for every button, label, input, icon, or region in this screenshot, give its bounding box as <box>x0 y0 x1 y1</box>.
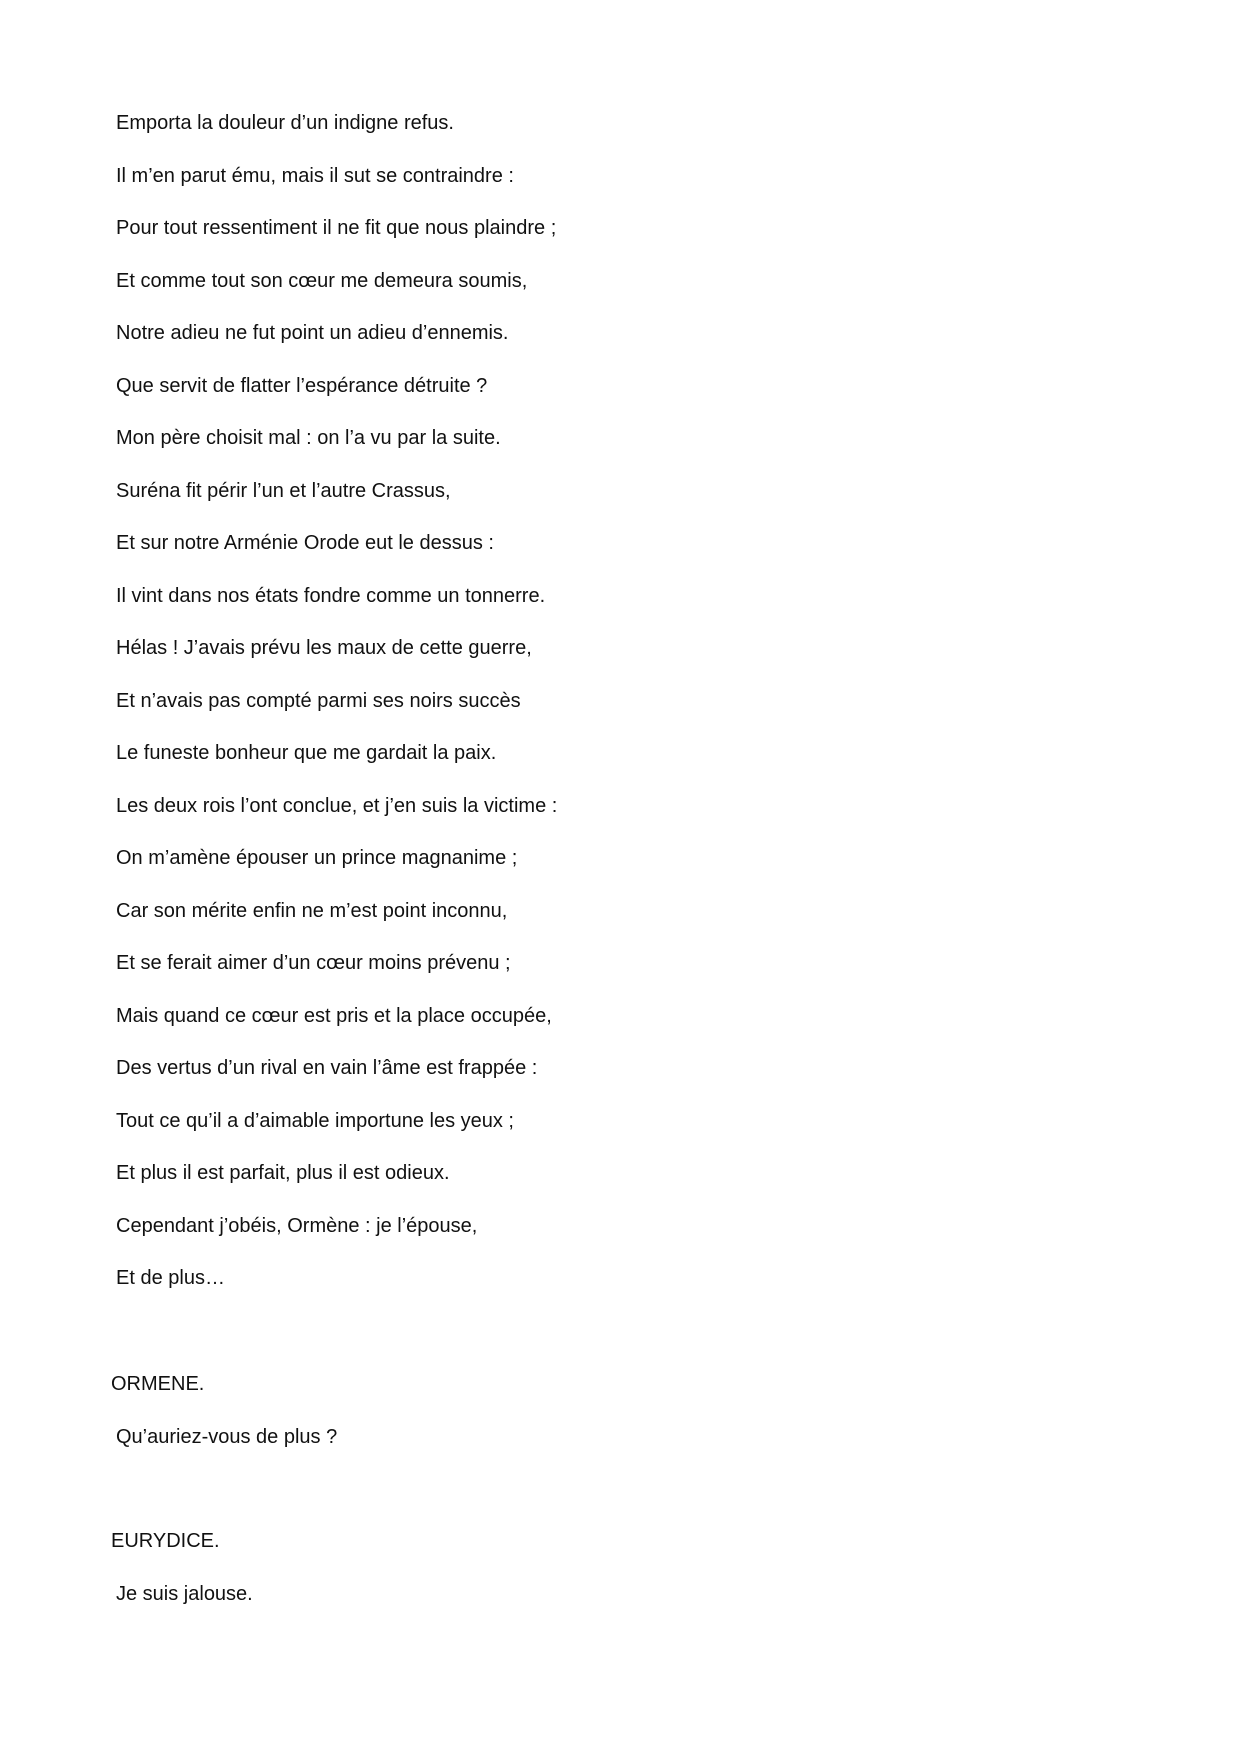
speaker-name-ormene: ORMENE. <box>111 1373 205 1395</box>
verse-line: Des vertus d’un rival en vain l’âme est frappée : <box>116 1057 538 1079</box>
verse-line: Il vint dans nos états fondre comme un tonnerre. <box>116 584 546 607</box>
verse-line: Que servit de flatter l’espérance détruite ? <box>116 374 488 397</box>
verse-line: Et sur notre Arménie Orode eut le dessus : <box>116 532 494 554</box>
verse-line: Et plus il est parfait, plus il est odieux. <box>116 1162 450 1184</box>
verse-line: Suréna fit périr l’un et l’autre Crassus, <box>116 479 451 502</box>
verse-line: Mais quand ce cœur est pris et la place occupée, <box>116 1004 552 1027</box>
verse-line: On m’amène épouser un prince magnanime ; <box>116 847 518 869</box>
verse-line: Tout ce qu’il a d’aimable importune les yeux ; <box>116 1109 514 1132</box>
verse-block <box>116 110 557 1318</box>
verse-line: Mon père choisit mal : on l’a vu par la suite. <box>116 427 501 449</box>
verse-line: Car son mérite enfin ne m’est point inconnu, <box>116 899 508 922</box>
verse-line: Hélas ! J’avais prévu les maux de cette guerre, <box>116 637 532 659</box>
verse-line: Les deux rois l’ont conclue, et j’en suis la victime : <box>116 794 558 817</box>
verse-line: Il m’en parut ému, mais il sut se contraindre : <box>116 164 514 187</box>
verse-line: Et n’avais pas compté parmi ses noirs succès <box>116 689 521 712</box>
verse-line: Et se ferait aimer d’un cœur moins prévenu ; <box>116 952 511 974</box>
verse-line: Notre adieu ne fut point un adieu d’ennemis. <box>116 322 509 344</box>
verse-line: Le funeste bonheur que me gardait la paix. <box>116 742 497 764</box>
verse-line: Cependant j’obéis, Ormène : je l’épouse, <box>116 1214 478 1237</box>
speaker-name-eurydice: EURYDICE. <box>111 1530 220 1552</box>
verse-line: Pour tout ressentiment il ne fit que nous plaindre ; <box>116 217 557 239</box>
verse-line: Et de plus… <box>116 1267 225 1289</box>
dialogue-line: Je suis jalouse. <box>116 1583 253 1605</box>
verse-line: Emporta la douleur d’un indigne refus. <box>116 112 454 134</box>
verse-line: Et comme tout son cœur me demeura soumis, <box>116 269 528 292</box>
dialogue-line: Qu’auriez-vous de plus ? <box>116 1426 338 1448</box>
